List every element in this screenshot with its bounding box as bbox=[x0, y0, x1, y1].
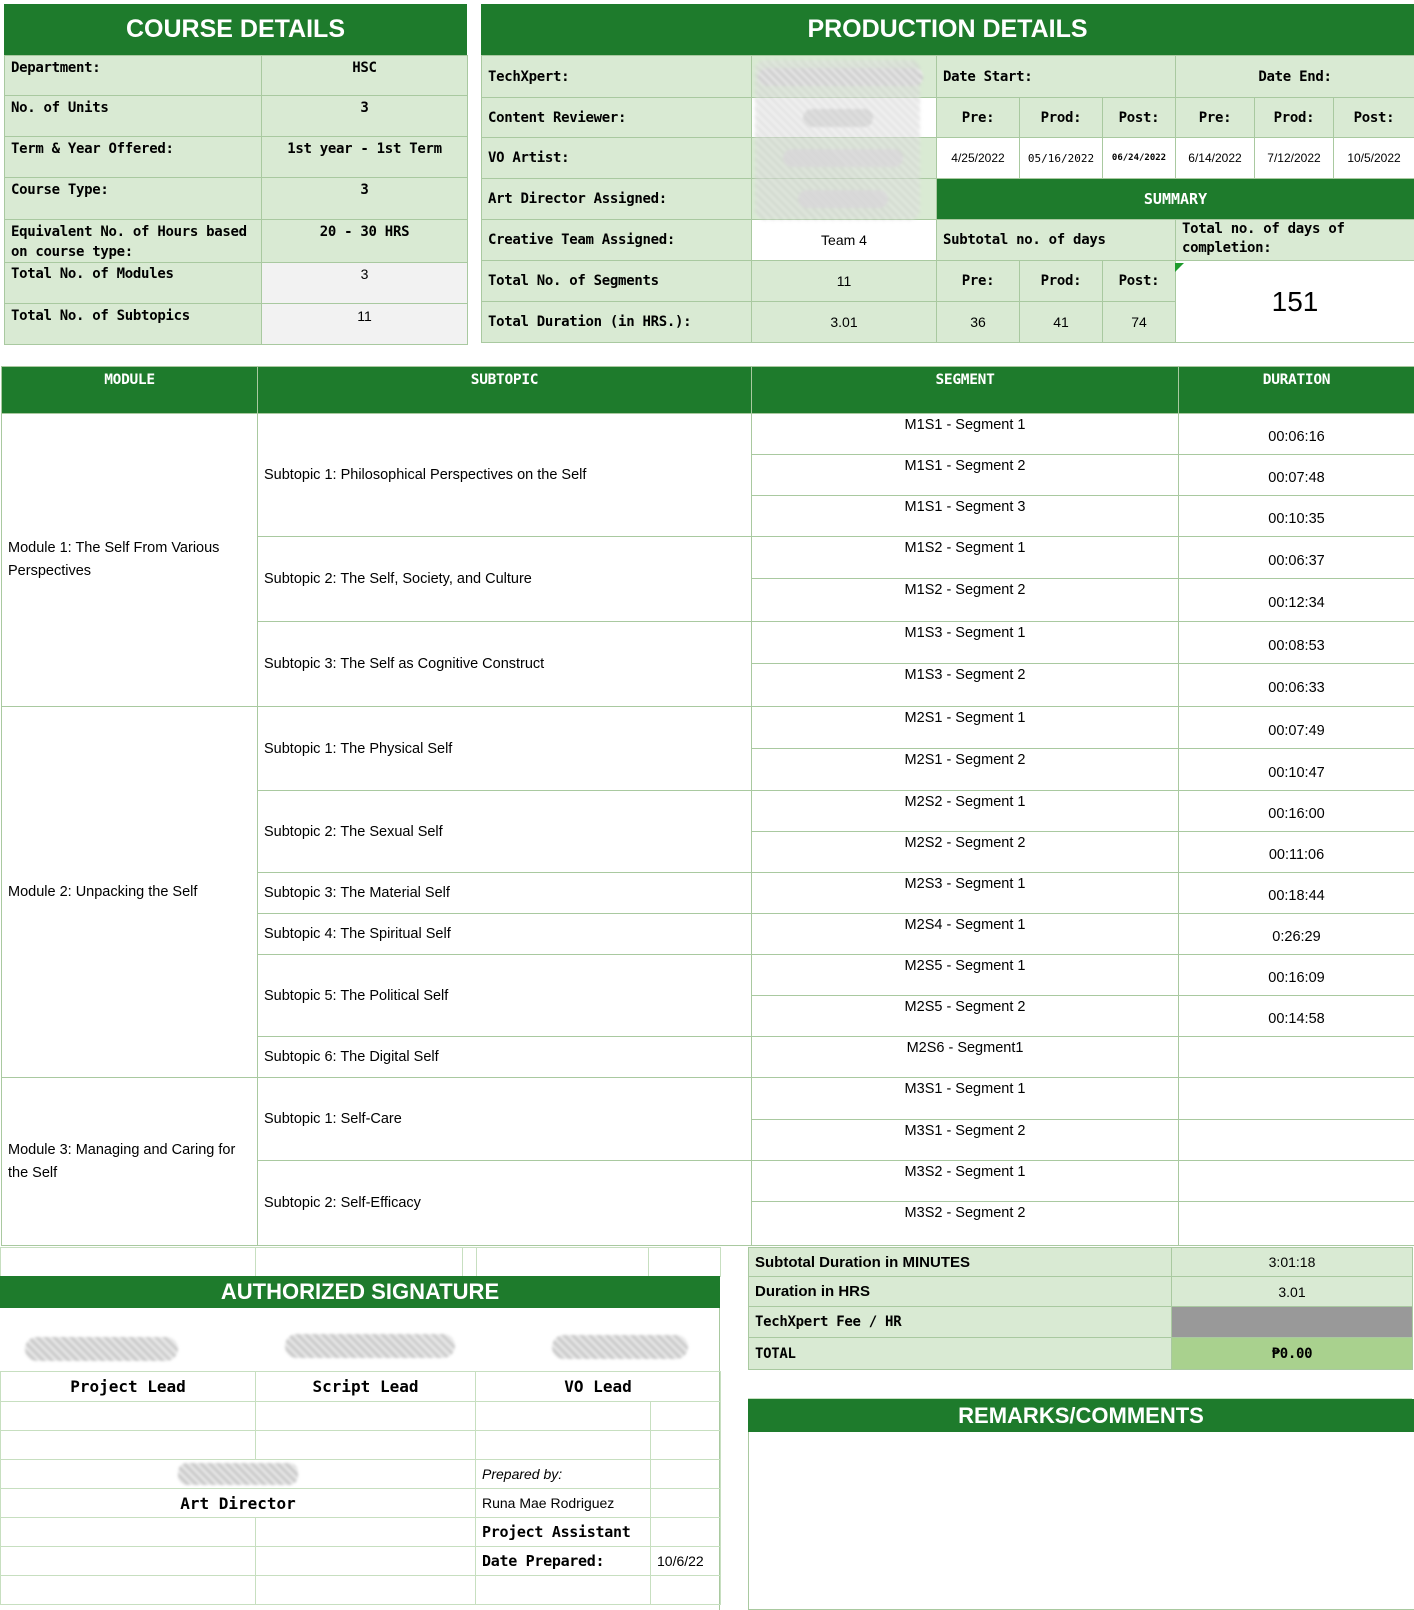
duration-cell[interactable]: 00:06:16 bbox=[1179, 414, 1414, 455]
segment-cell[interactable]: M3S1 - Segment 2 bbox=[752, 1120, 1179, 1161]
authorized-signature-header: AUTHORIZED SIGNATURE bbox=[0, 1276, 720, 1308]
remarks-header: REMARKS/COMMENTS bbox=[748, 1399, 1414, 1432]
segment-cell[interactable]: M3S1 - Segment 1 bbox=[752, 1078, 1179, 1120]
total-subtopics-label: Total No. of Subtopics bbox=[5, 304, 262, 345]
duration-cell[interactable] bbox=[1179, 1078, 1414, 1120]
duration-hrs-label: Duration in HRS bbox=[749, 1277, 1172, 1307]
subtotal-days-label: Subtotal no. of days bbox=[937, 220, 1176, 261]
vo-artist-label: VO Artist: bbox=[482, 138, 752, 179]
art-director-signature-cell bbox=[1, 1460, 476, 1489]
segment-cell[interactable]: M2S3 - Segment 1 bbox=[752, 873, 1179, 914]
start-post-date[interactable]: 06/24/2022 bbox=[1103, 138, 1176, 179]
segment-cell[interactable]: M2S4 - Segment 1 bbox=[752, 914, 1179, 955]
end-prod-date[interactable]: 7/12/2022 bbox=[1255, 138, 1334, 179]
date-start-label: Date Start: bbox=[937, 56, 1176, 98]
creative-team-label: Creative Team Assigned: bbox=[482, 220, 752, 261]
techxpert-label: TechXpert: bbox=[482, 56, 752, 98]
term-value[interactable]: 1st year - 1st Term bbox=[262, 137, 468, 178]
duration-cell[interactable]: 00:16:09 bbox=[1179, 955, 1414, 996]
remarks-spacer-row bbox=[748, 1369, 1412, 1399]
col-duration[interactable]: DURATION bbox=[1179, 367, 1414, 414]
days-pre-value[interactable]: 36 bbox=[937, 302, 1020, 343]
col-subtopic[interactable]: SUBTOPIC bbox=[258, 367, 752, 414]
course-type-value[interactable]: 3 bbox=[262, 178, 468, 220]
subtopic-cell[interactable]: Subtopic 1: The Physical Self bbox=[258, 707, 752, 791]
subtopic-cell[interactable]: Subtopic 1: Philosophical Perspectives on the Self bbox=[258, 414, 752, 537]
date-prepared-label: Date Prepared: bbox=[476, 1547, 651, 1576]
duration-cell[interactable]: 00:14:58 bbox=[1179, 996, 1414, 1037]
days-post-value[interactable]: 74 bbox=[1103, 302, 1176, 343]
subtopic-cell[interactable]: Subtopic 2: The Self, Society, and Culture bbox=[258, 537, 752, 622]
end-pre-date[interactable]: 6/14/2022 bbox=[1176, 138, 1255, 179]
segment-cell[interactable]: M2S5 - Segment 1 bbox=[752, 955, 1179, 996]
duration-cell[interactable] bbox=[1179, 1120, 1414, 1161]
term-label: Term & Year Offered: bbox=[5, 137, 262, 178]
col-module[interactable]: MODULE bbox=[2, 367, 258, 414]
days-pre-label: Pre: bbox=[937, 261, 1020, 302]
total-segments-label: Total No. of Segments bbox=[482, 261, 752, 302]
segment-cell[interactable]: M2S1 - Segment 2 bbox=[752, 749, 1179, 791]
reviewer-label: Content Reviewer: bbox=[482, 98, 752, 138]
equiv-hours-label: Equivalent No. of Hours based on course type: bbox=[5, 220, 262, 263]
subtopic-cell[interactable]: Subtopic 3: The Material Self bbox=[258, 873, 752, 914]
total-modules-label: Total No. of Modules bbox=[5, 263, 262, 304]
subtopic-cell[interactable]: Subtopic 1: Self-Care bbox=[258, 1078, 752, 1161]
duration-hrs-value[interactable]: 3.01 bbox=[1172, 1277, 1413, 1307]
summary-header: SUMMARY bbox=[937, 179, 1414, 220]
segment-cell[interactable]: M1S3 - Segment 1 bbox=[752, 622, 1179, 664]
total-days-label: Total no. of days of completion: bbox=[1176, 220, 1414, 261]
module-cell[interactable]: Module 2: Unpacking the Self bbox=[2, 707, 258, 1078]
prepared-by-label: Prepared by: bbox=[476, 1460, 651, 1489]
vo-lead-label: VO Lead bbox=[476, 1372, 721, 1402]
script-lead-label: Script Lead bbox=[256, 1372, 476, 1402]
segment-cell[interactable]: M1S1 - Segment 2 bbox=[752, 455, 1179, 496]
segment-cell[interactable]: M3S2 - Segment 1 bbox=[752, 1161, 1179, 1202]
total-subtopics-value[interactable]: 11 bbox=[262, 304, 468, 345]
equiv-hours-value[interactable]: 20 - 30 HRS bbox=[262, 220, 468, 263]
duration-cell[interactable]: 00:07:49 bbox=[1179, 707, 1414, 749]
start-post-label: Post: bbox=[1103, 98, 1176, 138]
fee-value[interactable] bbox=[1172, 1307, 1413, 1338]
duration-cell[interactable]: 00:10:47 bbox=[1179, 749, 1414, 791]
segment-cell[interactable]: M1S1 - Segment 3 bbox=[752, 496, 1179, 537]
total-duration-value[interactable]: 3.01 bbox=[752, 302, 937, 343]
days-prod-label: Prod: bbox=[1020, 261, 1103, 302]
preparer-name: Runa Mae Rodriguez bbox=[476, 1489, 651, 1518]
course-type-label: Course Type: bbox=[5, 178, 262, 220]
duration-cell[interactable]: 00:10:35 bbox=[1179, 496, 1414, 537]
subtopic-cell[interactable]: Subtopic 3: The Self as Cognitive Construct bbox=[258, 622, 752, 707]
days-post-label: Post: bbox=[1103, 261, 1176, 302]
total-days-value[interactable]: 151 bbox=[1176, 261, 1414, 343]
date-end-label: Date End: bbox=[1176, 56, 1414, 98]
segment-cell[interactable]: M2S5 - Segment 2 bbox=[752, 996, 1179, 1037]
duration-cell[interactable] bbox=[1179, 1037, 1414, 1078]
department-label: Department: bbox=[5, 56, 262, 96]
segment-cell[interactable]: M1S2 - Segment 2 bbox=[752, 579, 1179, 622]
segment-cell[interactable]: M2S1 - Segment 1 bbox=[752, 707, 1179, 749]
duration-cell[interactable]: 00:16:00 bbox=[1179, 791, 1414, 832]
subtopic-cell[interactable]: Subtopic 4: The Spiritual Self bbox=[258, 914, 752, 955]
duration-cell[interactable]: 00:06:33 bbox=[1179, 664, 1414, 707]
units-value[interactable]: 3 bbox=[262, 96, 468, 137]
segment-cell[interactable]: M3S2 - Segment 2 bbox=[752, 1202, 1179, 1246]
subtopic-cell[interactable]: Subtopic 2: Self-Efficacy bbox=[258, 1161, 752, 1246]
end-post-date[interactable]: 10/5/2022 bbox=[1334, 138, 1414, 179]
duration-cell[interactable]: 00:08:53 bbox=[1179, 622, 1414, 664]
segment-cell[interactable]: M1S3 - Segment 2 bbox=[752, 664, 1179, 707]
preparer-role: Project Assistant bbox=[476, 1518, 651, 1547]
art-director-signature bbox=[178, 1463, 298, 1485]
duration-cell[interactable]: 00:07:48 bbox=[1179, 455, 1414, 496]
subtopic-cell[interactable]: Subtopic 2: The Sexual Self bbox=[258, 791, 752, 873]
remarks-area[interactable] bbox=[748, 1432, 1414, 1610]
end-post-label: Post: bbox=[1334, 98, 1414, 138]
comment-indicator bbox=[1175, 263, 1184, 272]
signature-lower-grid bbox=[0, 1371, 721, 1605]
duration-cell[interactable]: 00:11:06 bbox=[1179, 832, 1414, 873]
col-segment[interactable]: SEGMENT bbox=[752, 367, 1179, 414]
totals-table bbox=[748, 1247, 1413, 1370]
total-segments-value[interactable]: 11 bbox=[752, 261, 937, 302]
start-prod-label: Prod: bbox=[1020, 98, 1103, 138]
segment-cell[interactable]: M1S2 - Segment 1 bbox=[752, 537, 1179, 579]
segment-cell[interactable]: M2S2 - Segment 2 bbox=[752, 832, 1179, 873]
signature-grid bbox=[0, 1247, 721, 1277]
total-duration-label: Total Duration (in HRS.): bbox=[482, 302, 752, 343]
art-director-label: Art Director bbox=[1, 1489, 476, 1518]
course-details-table bbox=[4, 55, 468, 345]
subtotal-duration-value[interactable]: 3:01:18 bbox=[1172, 1248, 1413, 1277]
start-pre-date[interactable]: 4/25/2022 bbox=[937, 138, 1020, 179]
start-pre-label: Pre: bbox=[937, 98, 1020, 138]
fee-label: TechXpert Fee / HR bbox=[749, 1307, 1172, 1338]
duration-cell[interactable]: 00:12:34 bbox=[1179, 579, 1414, 622]
total-value[interactable]: ₱0.00 bbox=[1172, 1338, 1413, 1370]
end-pre-label: Pre: bbox=[1176, 98, 1255, 138]
duration-cell[interactable]: 00:18:44 bbox=[1179, 873, 1414, 914]
module-cell[interactable]: Module 1: The Self From Various Perspectives bbox=[2, 414, 258, 707]
days-prod-value[interactable]: 41 bbox=[1020, 302, 1103, 343]
duration-cell[interactable] bbox=[1179, 1202, 1414, 1246]
course-details-header: COURSE DETAILS bbox=[4, 4, 467, 55]
duration-cell[interactable]: 00:06:37 bbox=[1179, 537, 1414, 579]
subtotal-duration-label: Subtotal Duration in MINUTES bbox=[749, 1248, 1172, 1277]
script-lead-signature bbox=[285, 1334, 455, 1358]
dates-table bbox=[936, 55, 1414, 343]
start-prod-date[interactable]: 05/16/2022 bbox=[1020, 138, 1103, 179]
creative-team-value[interactable]: Team 4 bbox=[752, 220, 937, 261]
total-label: TOTAL bbox=[749, 1338, 1172, 1370]
date-prepared-value[interactable]: 10/6/22 bbox=[651, 1547, 721, 1576]
project-lead-signature bbox=[25, 1337, 178, 1361]
subtopic-cell[interactable]: Subtopic 5: The Political Self bbox=[258, 955, 752, 1037]
total-modules-value[interactable]: 3 bbox=[262, 263, 468, 304]
segment-cell[interactable]: M2S6 - Segment1 bbox=[752, 1037, 1179, 1078]
subtopic-cell[interactable]: Subtopic 6: The Digital Self bbox=[258, 1037, 752, 1078]
duration-cell[interactable]: 0:26:29 bbox=[1179, 914, 1414, 955]
units-label: No. of Units bbox=[5, 96, 262, 137]
segment-cell[interactable]: M2S2 - Segment 1 bbox=[752, 791, 1179, 832]
art-director-label: Art Director Assigned: bbox=[482, 179, 752, 220]
module-cell[interactable]: Module 3: Managing and Caring for the Self bbox=[2, 1078, 258, 1246]
segments-table bbox=[1, 366, 1414, 1246]
production-details-header: PRODUCTION DETAILS bbox=[481, 4, 1414, 55]
project-lead-label: Project Lead bbox=[1, 1372, 256, 1402]
redacted-image bbox=[755, 60, 920, 220]
vo-lead-signature bbox=[552, 1335, 688, 1359]
duration-cell[interactable] bbox=[1179, 1161, 1414, 1202]
department-value[interactable]: HSC bbox=[262, 56, 468, 96]
end-prod-label: Prod: bbox=[1255, 98, 1334, 138]
segment-cell[interactable]: M1S1 - Segment 1 bbox=[752, 414, 1179, 455]
